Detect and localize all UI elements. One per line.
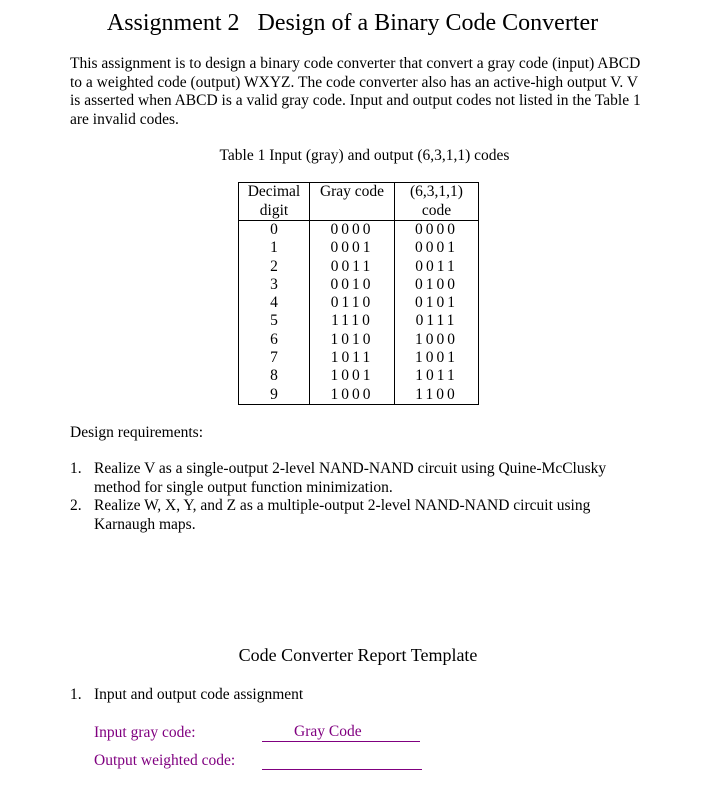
list-item [70,497,640,534]
cell-weighted: 0001 [395,239,479,257]
cell-weighted: 1001 [395,349,479,367]
cell-decimal: 9 [239,386,310,405]
section-title: Input and output code assignment [94,686,304,703]
input-gray-code-value: Gray Code [294,723,362,740]
list-item [70,460,640,497]
table-row [239,331,479,349]
output-weighted-code-field[interactable] [262,751,422,770]
table-row [239,386,479,405]
cell-weighted: 0111 [395,312,479,330]
cell-gray: 0011 [310,258,395,276]
cell-gray: 1110 [310,312,395,330]
code-table [238,182,479,405]
table-row [239,221,479,240]
report-title: Code Converter Report Template [238,645,478,665]
table-row [239,367,479,385]
cell-decimal: 6 [239,331,310,349]
cell-weighted: 1100 [395,386,479,405]
table-header-row [239,183,479,221]
cell-gray: 0001 [310,239,395,257]
cell-decimal: 0 [239,221,310,240]
header-weighted [395,183,479,221]
header-gray: Gray code [310,183,395,221]
cell-weighted: 0101 [395,294,479,312]
input-gray-code-label: Input gray code: [94,724,196,741]
list-item-text: Realize W, X, Y, and Z as a multiple-output 2-level NAND-NAND circuit using Karnaugh maps. [94,497,591,533]
cell-weighted: 0000 [395,221,479,240]
table-row [239,276,479,294]
cell-decimal: 5 [239,312,310,330]
intro-paragraph: This assignment is to design a binary code converter that convert a gray code (input) ABCD to a weighted code (output) WXYZ. The code converter also has an active-high output V. V is asserted when ABCD is a valid gray code. Input and output codes not listed in the Table 1 are invalid codes. [70,55,641,128]
list-item-number: 1. [70,460,82,477]
header-weighted-line2: code [421,201,452,219]
cell-decimal: 7 [239,349,310,367]
cell-weighted: 1011 [395,367,479,385]
table-row [239,294,479,312]
table-caption: Table 1 Input (gray) and output (6,3,1,1) codes [219,147,510,164]
cell-gray: 1000 [310,386,395,405]
cell-gray: 0000 [310,221,395,240]
cell-gray: 1011 [310,349,395,367]
cell-weighted: 0011 [395,258,479,276]
cell-decimal: 3 [239,276,310,294]
cell-gray: 0010 [310,276,395,294]
cell-weighted: 1000 [395,331,479,349]
input-gray-code-field[interactable] [262,723,420,742]
requirements-heading: Design requirements: [70,424,204,441]
table-row [239,239,479,257]
page-title: Assignment 2 Design of a Binary Code Converter [106,10,599,36]
header-decimal-line1: Decimal [247,183,301,200]
section-number: 1. [70,686,82,703]
cell-gray: 1001 [310,367,395,385]
list-item-number: 2. [70,497,82,514]
cell-weighted: 0100 [395,276,479,294]
cell-gray: 0110 [310,294,395,312]
cell-decimal: 2 [239,258,310,276]
header-decimal [239,183,310,221]
requirements-list [70,460,640,534]
cell-decimal: 1 [239,239,310,257]
table-row [239,349,479,367]
list-item-text: Realize V as a single-output 2-level NAND-NAND circuit using Quine-McClusky method for single output function minimization. [94,460,607,496]
header-weighted-line1: (6,3,1,1) [410,183,463,200]
table-row [239,258,479,276]
table-row [239,312,479,330]
header-decimal-line2: digit [259,201,289,219]
output-weighted-code-label: Output weighted code: [94,752,236,769]
cell-gray: 1010 [310,331,395,349]
cell-decimal: 8 [239,367,310,385]
cell-decimal: 4 [239,294,310,312]
